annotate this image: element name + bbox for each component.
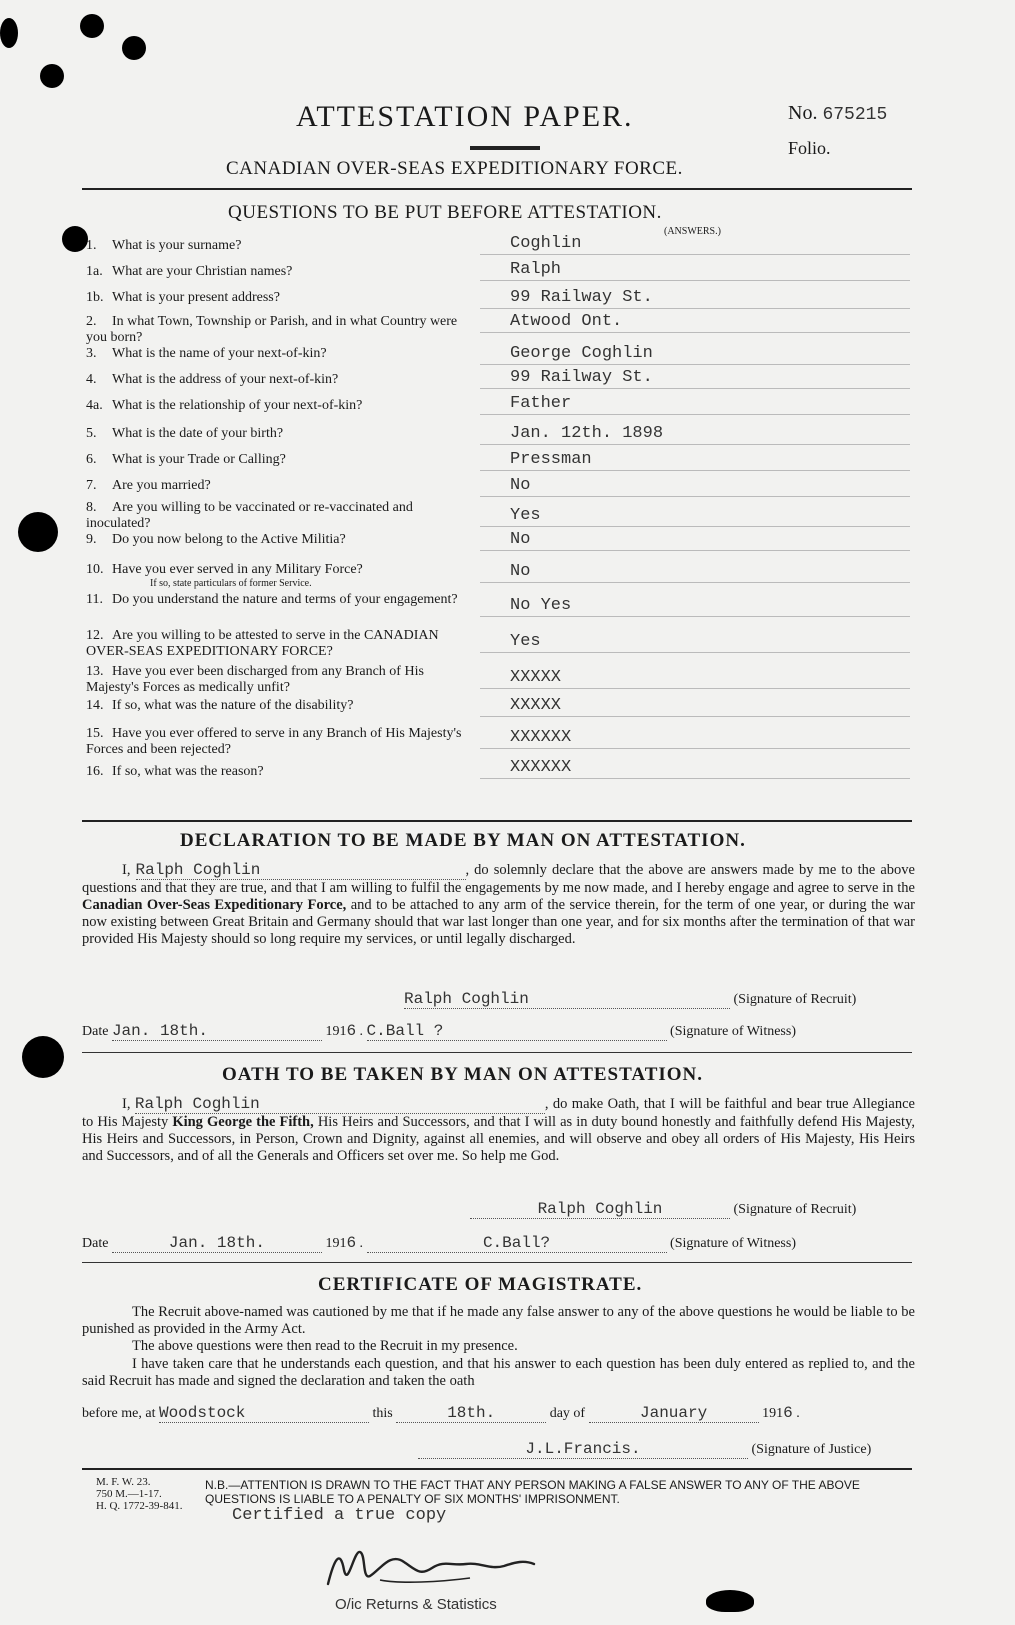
serial-number-value: 675215 <box>822 105 888 125</box>
question-text: What are your Christian names? <box>112 264 293 279</box>
question-number: 11. <box>86 592 103 607</box>
question-text: In what Town, Township or Parish, and in what Country were you born? <box>86 314 458 345</box>
title-ornament <box>470 146 540 150</box>
question-text: What is your Trade or Calling? <box>112 452 286 467</box>
oath-heading: OATH TO BE TAKEN BY MAN ON ATTESTATION. <box>222 1064 704 1085</box>
question-text: What is your surname? <box>112 238 242 253</box>
serial-number-label: No. <box>788 102 818 124</box>
question-row <box>86 478 476 494</box>
divider <box>82 188 912 190</box>
question-number: 12. <box>86 628 104 643</box>
answer-value: Coghlin <box>510 234 582 253</box>
form-codes <box>96 1476 182 1512</box>
oath-witness-label: (Signature of Witness) <box>670 1236 796 1251</box>
answer-value: XXXXXX <box>510 758 572 777</box>
question-number: 7. <box>86 478 97 493</box>
declaration-year-suffix: 6 <box>346 1022 357 1040</box>
question-text: Are you married? <box>112 478 211 493</box>
question-number: 2. <box>86 314 97 329</box>
punch-hole <box>22 1036 64 1078</box>
questions-heading: QUESTIONS TO BE PUT BEFORE ATTESTATION. <box>228 202 662 223</box>
question-row <box>86 764 476 780</box>
answer-value: Atwood Ont. <box>510 312 623 331</box>
office-stamp: O/ic Returns & Statistics <box>335 1596 497 1613</box>
question-row <box>86 500 476 532</box>
certificate-justice-line <box>418 1440 871 1459</box>
question-text: Have you ever been discharged from any Branch of His Majesty's Forces as medically unfit? <box>86 664 424 695</box>
subtitle: CANADIAN OVER-SEAS EXPEDITIONARY FORCE. <box>226 158 683 179</box>
question-number: 1b. <box>86 290 104 305</box>
nb-note: N.B.—ATTENTION IS DRAWN TO THE FACT THAT ANY PERSON MAKING A FALSE ANSWER TO ANY OF THE ABOVE QUESTIONS IS LIABLE TO A PENALTY OF SIX MONTHS' IMPRISONMENT. <box>205 1478 860 1506</box>
certificate-para-2: The above questions were then read to the Recruit in my presence. <box>132 1338 518 1354</box>
question-row <box>86 426 476 442</box>
answer-value: XXXXXX <box>510 728 572 747</box>
divider <box>82 820 912 822</box>
punch-hole <box>18 512 58 552</box>
answer-line <box>480 496 910 497</box>
question-row <box>86 628 476 660</box>
certificate-before-label: before me, at <box>82 1406 156 1421</box>
question-number: 1a. <box>86 264 103 279</box>
form-code: H. Q. 1772-39-841. <box>96 1500 183 1512</box>
question-number: 14. <box>86 698 104 713</box>
certificate-year-suffix: 6 <box>783 1404 793 1422</box>
declaration-text-2: and to be attached to any arm of the service therein, for the term of one year, or during the war now existing between Great Britain and Germany should that war last longer than one year, and for six months after the termination of that war provided His Majesty should so long require my services, or until legally discharged. <box>82 897 915 947</box>
oath-recruit-label: (Signature of Recruit) <box>733 1202 857 1217</box>
certified-stamp: Certified a true copy <box>232 1506 447 1525</box>
oath-date-label: Date <box>82 1236 109 1251</box>
question-text: If so, what was the reason? <box>112 764 264 779</box>
certificate-this-label: this <box>372 1406 393 1421</box>
declaration-name: Ralph Coghlin <box>136 862 466 880</box>
question-text: What is your present address? <box>112 290 280 305</box>
answer-line <box>480 688 910 689</box>
answer-line <box>480 470 910 471</box>
answer-value: XXXXX <box>510 696 562 715</box>
question-text: What is the relationship of your next-of-kin? <box>112 398 363 413</box>
answer-line <box>480 444 910 445</box>
certificate-para-1: The Recruit above-named was cautioned by me that if he made any false answer to any of the above questions he would be liable to be punished as provided in the Army Act. <box>82 1304 915 1337</box>
question-number: 15. <box>86 726 104 741</box>
question-text: Do you understand the nature and terms of your engagement? <box>112 592 458 607</box>
question-text: Are you willing to be attested to serve in the CANADIAN OVER-SEAS EXPEDITIONARY FORCE? <box>86 628 439 659</box>
question-row <box>86 664 476 696</box>
declaration-year-prefix: 191 <box>325 1024 347 1039</box>
declaration-recruit-label: (Signature of Recruit) <box>733 992 857 1007</box>
officer-signature-icon <box>320 1540 580 1592</box>
certificate-day-of-label: day of <box>549 1406 586 1421</box>
question-row <box>86 562 476 589</box>
question-number: 13. <box>86 664 104 679</box>
oath-year-prefix: 191 <box>325 1236 347 1251</box>
question-text: Do you now belong to the Active Militia? <box>112 532 346 547</box>
answer-line <box>480 388 910 389</box>
certificate-justice-signature: J.L.Francis. <box>418 1440 748 1459</box>
punch-hole <box>80 14 104 38</box>
answers-label: (ANSWERS.) <box>664 226 721 237</box>
declaration-bold: Canadian Over-Seas Expeditionary Force, <box>82 897 347 913</box>
question-row <box>86 264 476 280</box>
answer-value: No <box>510 562 531 581</box>
question-row <box>86 532 476 548</box>
answer-value: No Yes <box>510 596 572 615</box>
declaration-recruit-signature-line <box>404 990 856 1009</box>
form-code: M. F. W. 23. <box>96 1476 151 1488</box>
question-row <box>86 314 476 346</box>
declaration-recruit-signature: Ralph Coghlin <box>404 990 730 1009</box>
question-number: 1. <box>86 238 97 253</box>
question-row <box>86 372 476 388</box>
answer-line <box>480 308 910 309</box>
question-text: Are you willing to be vaccinated or re-vaccinated and inoculated? <box>86 500 413 531</box>
answer-value: No <box>510 530 531 549</box>
folio-label: Folio. <box>788 138 831 158</box>
answer-line <box>480 526 910 527</box>
certificate-day: 18th. <box>396 1404 546 1423</box>
punch-hole <box>0 18 18 48</box>
oath-recruit-signature-line <box>470 1200 856 1219</box>
answer-value: Ralph <box>510 260 562 279</box>
answer-value: Yes <box>510 632 541 651</box>
answer-line <box>480 616 910 617</box>
answer-value: George Coghlin <box>510 344 653 363</box>
answer-line <box>480 716 910 717</box>
certificate-month: January <box>589 1404 759 1423</box>
answer-line <box>480 652 910 653</box>
answer-value: 99 Railway St. <box>510 368 653 387</box>
oath-year-suffix: 6 <box>346 1234 357 1252</box>
answer-value: Father <box>510 394 572 413</box>
question-text: Have you ever offered to serve in any Branch of His Majesty's Forces and been rejected? <box>86 726 462 757</box>
declaration-text-1: , do solemnly declare that the above are answers made by me to the above questions and that they are true, and that I am willing to fulfil the engagements by me now made, and I hereby engage and agree to serve in the <box>82 862 915 896</box>
answer-line <box>480 280 910 281</box>
question-note: If so, state particulars of former Service. <box>150 578 312 589</box>
answer-line <box>480 332 910 333</box>
declaration-witness-signature: C.Ball ? <box>367 1022 667 1041</box>
oath-name: Ralph Coghlin <box>135 1096 545 1114</box>
question-number: 8. <box>86 500 97 515</box>
question-text: What is the name of your next-of-kin? <box>112 346 327 361</box>
answer-line <box>480 748 910 749</box>
oath-date-value: Jan. 18th. <box>112 1234 322 1253</box>
question-row <box>86 452 476 468</box>
answer-line <box>480 550 910 551</box>
declaration-date-label: Date <box>82 1024 109 1039</box>
certificate-heading: CERTIFICATE OF MAGISTRATE. <box>318 1274 643 1295</box>
question-row <box>86 592 476 608</box>
declaration-date-value: Jan. 18th. <box>112 1022 322 1041</box>
ink-blot <box>706 1590 754 1612</box>
answer-value: Yes <box>510 506 541 525</box>
question-row <box>86 238 476 254</box>
declaration-witness-label: (Signature of Witness) <box>670 1024 796 1039</box>
question-number: 4. <box>86 372 97 387</box>
question-row <box>86 290 476 306</box>
page-title: ATTESTATION PAPER. <box>296 100 634 133</box>
question-row <box>86 346 476 362</box>
answer-line <box>480 778 910 779</box>
punch-hole <box>62 226 88 252</box>
divider <box>82 1468 912 1470</box>
certificate-justice-label: (Signature of Justice) <box>751 1442 872 1457</box>
oath-text-2: His Heirs and Successors, and that I will as in duty bound honestly and faithfully defend His Majesty, His Heirs and Successors, in Person, Crown and Dignity, against all enemies, and will observe and obey all orders of His Majesty, His Heirs and Successors, and of all the Generals and Officers set over me. So help me God. <box>82 1114 916 1164</box>
question-row <box>86 726 476 758</box>
question-number: 9. <box>86 532 97 547</box>
divider <box>82 1262 912 1263</box>
question-number: 6. <box>86 452 97 467</box>
question-row <box>86 698 476 714</box>
oath-i: I, <box>122 1096 131 1112</box>
declaration-text <box>82 862 915 948</box>
oath-bold: King George the Fifth, <box>172 1114 314 1130</box>
question-number: 4a. <box>86 398 103 413</box>
declaration-heading: DECLARATION TO BE MADE BY MAN ON ATTESTATION. <box>180 830 746 851</box>
answer-line <box>480 364 910 365</box>
certificate-place-line: before me, at Woodstock this 18th. day of January 1916 . <box>82 1404 800 1422</box>
form-code: 750 M.—1-17. <box>96 1488 162 1500</box>
punch-hole <box>122 36 146 60</box>
question-number: 5. <box>86 426 97 441</box>
answer-value: No <box>510 476 531 495</box>
certificate-place: Woodstock <box>159 1404 369 1423</box>
answer-value: Jan. 12th. 1898 <box>510 424 664 443</box>
declaration-i: I, <box>122 862 131 878</box>
answer-line <box>480 582 910 583</box>
oath-text <box>82 1096 915 1165</box>
oath-date-line: Date Jan. 18th. 1916 . C.Ball? (Signature of Witness) <box>82 1234 796 1252</box>
serial-number <box>788 102 887 125</box>
question-text: Have you ever served in any Military Force? <box>112 562 363 577</box>
question-number: 3. <box>86 346 97 361</box>
answer-line <box>480 254 910 255</box>
oath-text-1: , do make Oath, that I will be faithful and bear true Allegiance to His Majesty <box>82 1096 915 1130</box>
question-row <box>86 398 476 414</box>
oath-witness-signature: C.Ball? <box>367 1234 667 1253</box>
divider <box>82 1052 912 1053</box>
question-number: 10. <box>86 562 104 577</box>
question-text: What is the date of your birth? <box>112 426 284 441</box>
answer-value: XXXXX <box>510 668 562 687</box>
answer-value: 99 Railway St. <box>510 288 653 307</box>
answer-line <box>480 414 910 415</box>
declaration-date-line: Date Jan. 18th. 1916 . C.Ball ? (Signature of Witness) <box>82 1022 796 1040</box>
question-number: 16. <box>86 764 104 779</box>
question-text: What is the address of your next-of-kin? <box>112 372 339 387</box>
punch-hole <box>40 64 64 88</box>
question-text: If so, what was the nature of the disability? <box>112 698 354 713</box>
certificate-para-3: I have taken care that he understands each question, and that his answer to each question has been duly entered as replied to, and the said Recruit has made and signed the declaration and taken the oath <box>82 1356 915 1389</box>
answer-value: Pressman <box>510 450 592 469</box>
certificate-year-prefix: 191 <box>762 1406 784 1421</box>
oath-recruit-signature: Ralph Coghlin <box>470 1200 730 1219</box>
